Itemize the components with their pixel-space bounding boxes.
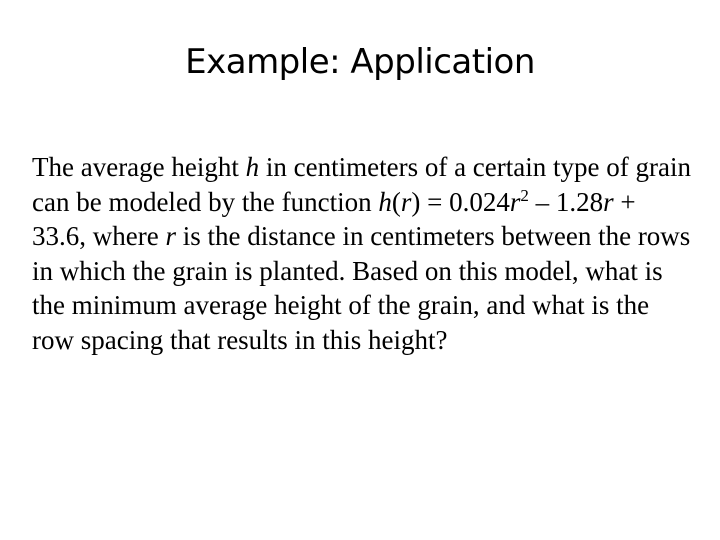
equation-constant: + 33.6, where bbox=[32, 186, 636, 251]
variable-r: r bbox=[165, 221, 176, 251]
function-arg-r: r bbox=[400, 186, 412, 217]
slide-title: Example: Application bbox=[185, 42, 535, 82]
term-r-squared: r bbox=[509, 186, 521, 217]
body-intro-rest: in centimeters of a certain type of grain can be modeled by the function bbox=[32, 152, 691, 217]
equation-coefficient: ) = 0.024 bbox=[411, 186, 510, 217]
paren-open: ( bbox=[391, 186, 401, 217]
body-intro: The average height bbox=[32, 152, 246, 182]
body-ending: is the distance in centimeters between the rows in which the grain is planted. Based on this model, what is the minimum average height of the grain, and what is the row spacing that results in this height? bbox=[32, 221, 691, 355]
equation-middle: – 1.28 bbox=[528, 186, 604, 217]
slide-body-text bbox=[32, 150, 692, 357]
function-name-h: h bbox=[378, 186, 392, 217]
exponent: 2 bbox=[520, 185, 529, 205]
variable-h: h bbox=[245, 152, 260, 182]
term-r-linear: r bbox=[603, 186, 614, 217]
